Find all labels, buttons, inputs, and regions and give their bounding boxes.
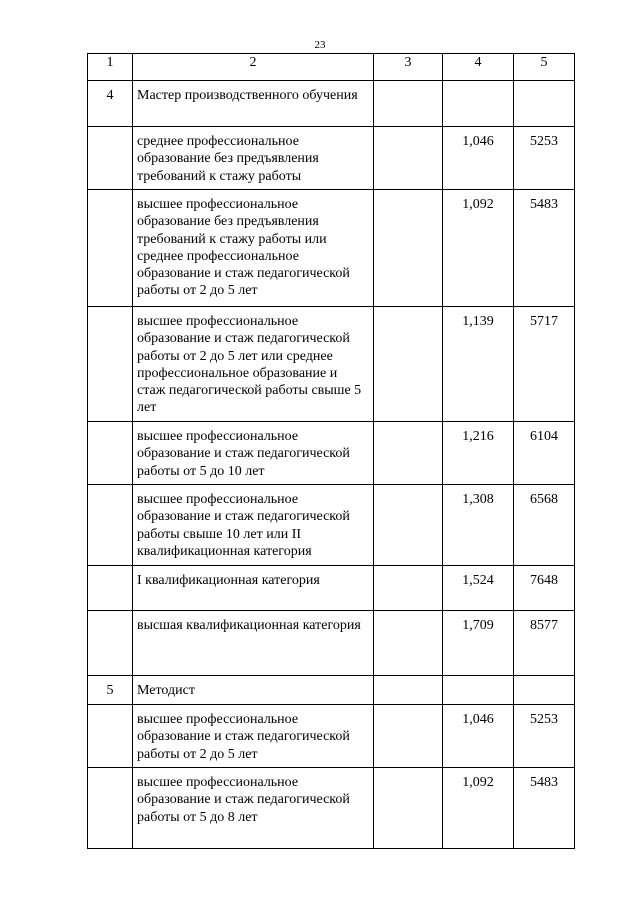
row-col3: [374, 566, 443, 611]
row-salary: 5483: [514, 190, 575, 307]
row-salary: 5253: [514, 127, 575, 190]
table-row: [88, 768, 575, 849]
row-coefficient: 1,046: [443, 705, 514, 768]
row-description: Методист: [133, 676, 374, 705]
row-coefficient: 1,046: [443, 127, 514, 190]
row-description: высшее профессиональное образование без предъявления требований к стажу работы или среднее профессиональное образование и стаж педагогической работы от 2 до 5 лет: [133, 190, 374, 307]
row-description: высшее профессиональное образование и стаж педагогической работы от 2 до 5 лет или среднее профессиональное образование и стаж педагогической работы свыше 5 лет: [133, 307, 374, 422]
row-col3: [374, 422, 443, 485]
table-row: [88, 705, 575, 768]
header-cell: 2: [133, 54, 374, 81]
header-cell: 3: [374, 54, 443, 81]
header-cell: 1: [88, 54, 133, 81]
row-coefficient: 1,709: [443, 611, 514, 676]
row-salary: 5253: [514, 705, 575, 768]
row-salary: 8577: [514, 611, 575, 676]
row-index: 5: [88, 676, 133, 705]
table-header-row: [88, 54, 575, 81]
table-row: [88, 307, 575, 422]
row-index: [88, 190, 133, 307]
row-col3: [374, 485, 443, 566]
row-salary: 6568: [514, 485, 575, 566]
row-salary: [514, 81, 575, 127]
row-index: [88, 485, 133, 566]
row-description: высшее профессиональное образование и стаж педагогической работы свыше 10 лет или II квалификационная категория: [133, 485, 374, 566]
row-index: [88, 422, 133, 485]
table-row: [88, 190, 575, 307]
salary-table: [87, 53, 575, 849]
row-index: [88, 705, 133, 768]
row-coefficient: [443, 81, 514, 127]
row-index: 4: [88, 81, 133, 127]
row-index: [88, 611, 133, 676]
row-coefficient: 1,092: [443, 190, 514, 307]
table-row: [88, 81, 575, 127]
row-col3: [374, 190, 443, 307]
row-coefficient: 1,308: [443, 485, 514, 566]
row-col3: [374, 307, 443, 422]
row-description: Мастер производственного обучения: [133, 81, 374, 127]
row-index: [88, 127, 133, 190]
row-description: среднее профессиональное образование без предъявления требований к стажу работы: [133, 127, 374, 190]
row-col3: [374, 127, 443, 190]
table-row: [88, 676, 575, 705]
row-coefficient: 1,139: [443, 307, 514, 422]
table-row: [88, 485, 575, 566]
row-col3: [374, 611, 443, 676]
header-cell: 5: [514, 54, 575, 81]
row-salary: 5483: [514, 768, 575, 849]
row-coefficient: 1,216: [443, 422, 514, 485]
row-salary: [514, 676, 575, 705]
row-index: [88, 307, 133, 422]
row-coefficient: 1,524: [443, 566, 514, 611]
row-description: высшая квалификационная категория: [133, 611, 374, 676]
page-number: 23: [314, 39, 326, 51]
row-salary: 5717: [514, 307, 575, 422]
row-col3: [374, 81, 443, 127]
header-cell: 4: [443, 54, 514, 81]
row-salary: 7648: [514, 566, 575, 611]
row-col3: [374, 676, 443, 705]
row-description: высшее профессиональное образование и стаж педагогической работы от 5 до 10 лет: [133, 422, 374, 485]
row-coefficient: [443, 676, 514, 705]
row-index: [88, 768, 133, 849]
row-description: высшее профессиональное образование и стаж педагогической работы от 5 до 8 лет: [133, 768, 374, 849]
row-description: I квалификационная категория: [133, 566, 374, 611]
table-row: [88, 611, 575, 676]
row-col3: [374, 705, 443, 768]
row-col3: [374, 768, 443, 849]
table-row: [88, 422, 575, 485]
row-index: [88, 566, 133, 611]
row-description: высшее профессиональное образование и стаж педагогической работы от 2 до 5 лет: [133, 705, 374, 768]
row-salary: 6104: [514, 422, 575, 485]
table-row: [88, 127, 575, 190]
row-coefficient: 1,092: [443, 768, 514, 849]
table-row: [88, 566, 575, 611]
